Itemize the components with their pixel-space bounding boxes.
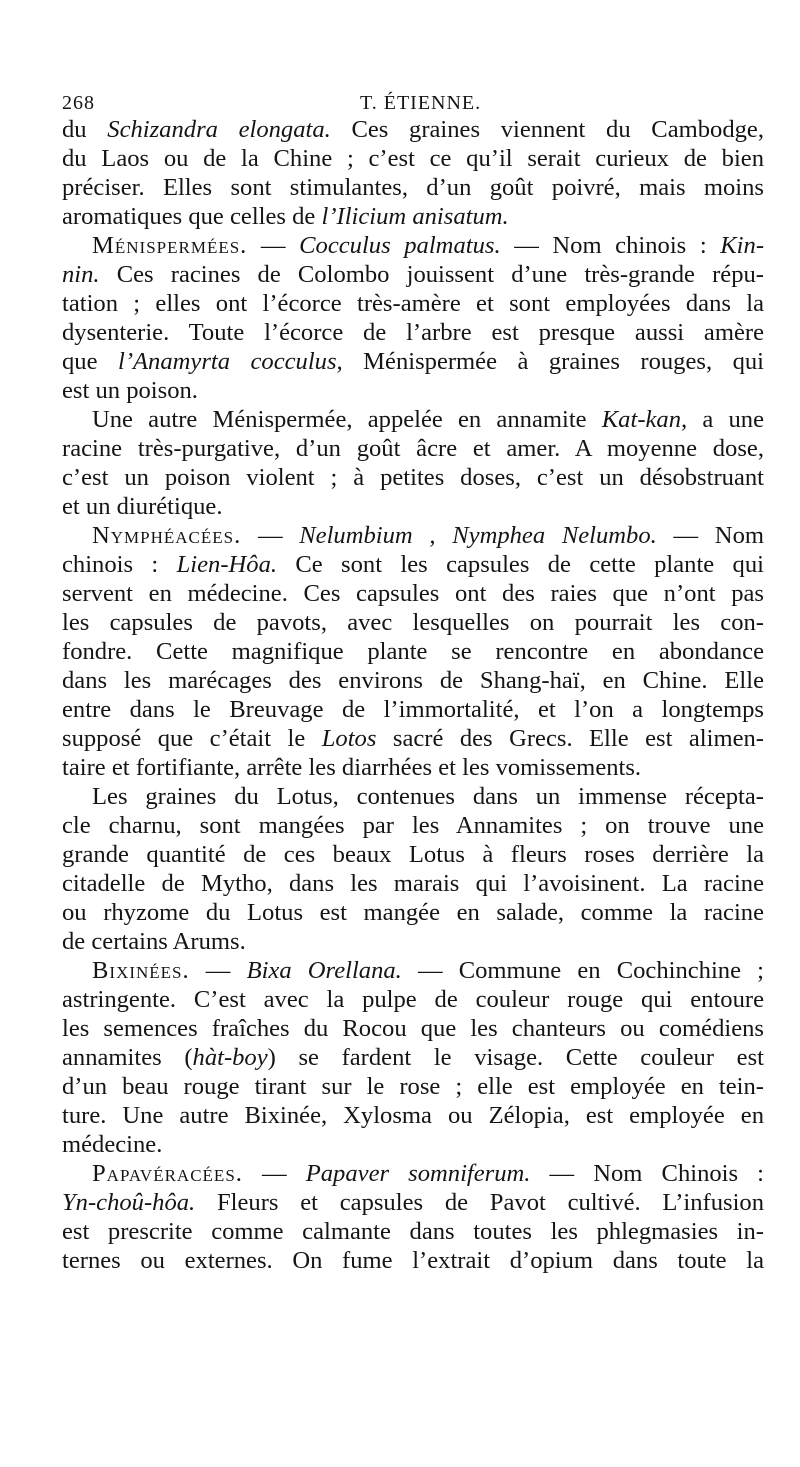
- text-run: de certains Arums.: [62, 928, 246, 955]
- text-line: [62, 811, 764, 840]
- text-line: [62, 144, 764, 173]
- italic-text: Papaver somniferum.: [305, 1160, 531, 1187]
- text-run: entre dans le Breuvage de l’immortalité, et l’on a longtemps: [62, 696, 764, 723]
- text-line: [62, 318, 764, 347]
- italic-text: Lien-Hôa.: [176, 551, 278, 578]
- text-run: — Commune en Cochinchine ;: [401, 957, 765, 984]
- text-run: grande quantité de ces beaux Lotus à fleurs roses derrière la: [62, 841, 764, 868]
- text-line: [62, 608, 764, 637]
- text-run: Ces graines viennent du Cambodge,: [330, 116, 764, 143]
- text-run: ternes ou externes. On fume l’extrait d’opium dans toute la: [62, 1247, 764, 1274]
- italic-text: l’Anamyrta cocculus,: [118, 348, 343, 375]
- text-run: supposé que c’était le: [62, 725, 322, 752]
- text-run: — Nom Chinois :: [530, 1160, 765, 1187]
- text-run: les semences fraîches du Rocou que les chanteurs ou comédiens: [62, 1015, 764, 1042]
- italic-text: Kin-: [720, 232, 765, 259]
- text-run: et un diurétique.: [62, 493, 223, 520]
- text-line: [62, 1188, 764, 1217]
- text-run: — Nom chinois :: [500, 232, 721, 259]
- text-line: [62, 1159, 764, 1188]
- text-line: [62, 869, 764, 898]
- text-line: [62, 724, 764, 753]
- text-line: [62, 376, 764, 405]
- text-run: — Nom: [656, 522, 764, 549]
- italic-text: Schizandra elongata.: [107, 116, 331, 143]
- text-line: [62, 1072, 764, 1101]
- text-line: [62, 1130, 764, 1159]
- text-run: —: [247, 232, 300, 259]
- running-title: T. ÉTIENNE.: [360, 92, 482, 114]
- text-run: citadelle de Mytho, dans les marais qui l’avoisinent. La racine: [62, 870, 764, 897]
- text-run: astringente. C’est avec la pulpe de couleur rouge qui entoure: [62, 986, 764, 1013]
- text-run: aromatiques que celles de: [62, 203, 322, 230]
- text-run: Fleurs et capsules de Pavot cultivé. L’infusion: [195, 1189, 764, 1216]
- italic-text: Bixa Orellana.: [246, 957, 402, 984]
- text-line: [62, 782, 764, 811]
- text-line: [62, 1217, 764, 1246]
- text-run: du: [62, 116, 108, 143]
- text-run: sacré des Grecs. Elle est alimen-: [376, 725, 764, 752]
- body-text: [62, 115, 764, 1275]
- text-run: servent en médecine. Ces capsules ont des raies que n’ont pas: [62, 580, 764, 607]
- text-run: les capsules de pavots, avec lesquelles on pourrait les con-: [62, 609, 764, 636]
- text-line: [62, 434, 764, 463]
- text-run: Ces racines de Colombo jouissent d’une très-grande répu-: [99, 261, 764, 288]
- text-run: d’un beau rouge tirant sur le rose ; elle est employée en tein-: [62, 1073, 764, 1100]
- text-line: [62, 115, 764, 144]
- section-heading: Ménispermées.: [92, 232, 248, 259]
- text-line: [62, 1043, 764, 1072]
- text-line: [62, 898, 764, 927]
- section-heading: Papavéracées.: [92, 1160, 243, 1187]
- text-line: [62, 202, 764, 231]
- text-line: [62, 985, 764, 1014]
- text-run: tation ; elles ont l’écorce très-amère et sont employées dans la: [62, 290, 764, 317]
- italic-text: hàt-boy: [192, 1044, 268, 1071]
- text-run: Les graines du Lotus, contenues dans un immense récepta-: [92, 783, 764, 810]
- text-run: taire et fortifiante, arrête les diarrhées et les vomissements.: [62, 754, 642, 781]
- italic-text: nin.: [62, 261, 100, 288]
- text-line: [62, 666, 764, 695]
- text-run: chinois :: [62, 551, 177, 578]
- text-run: a une: [687, 406, 764, 433]
- text-line: [62, 956, 764, 985]
- text-run: Une autre Ménispermée, appelée en annamite: [92, 406, 602, 433]
- text-run: —: [189, 957, 247, 984]
- text-run: médecine.: [62, 1131, 163, 1158]
- text-line: [62, 637, 764, 666]
- section-heading: Bixinées.: [92, 957, 190, 984]
- text-line: [62, 579, 764, 608]
- text-run: fondre. Cette magnifique plante se rencontre en abondance: [62, 638, 764, 665]
- text-line: [62, 1101, 764, 1130]
- text-run: dans les marécages des environs de Shang-haï, en Chine. Elle: [62, 667, 764, 694]
- text-line: [62, 550, 764, 579]
- text-run: —: [241, 522, 300, 549]
- section-heading: Nymphéacées.: [92, 522, 242, 549]
- text-line: [62, 260, 764, 289]
- text-line: [62, 492, 764, 521]
- text-line: [62, 231, 764, 260]
- text-run: ) se fardent le visage. Cette couleur est: [267, 1044, 764, 1071]
- text-run: —: [242, 1160, 306, 1187]
- text-line: [62, 753, 764, 782]
- text-run: est un poison.: [62, 377, 198, 404]
- text-run: préciser. Elles sont stimulantes, d’un goût poivré, mais moins: [62, 174, 764, 201]
- text-line: [62, 463, 764, 492]
- italic-text: Lotos: [321, 725, 377, 752]
- text-line: [62, 927, 764, 956]
- text-run: du Laos ou de la Chine ; c’est ce qu’il serait curieux de bien: [62, 145, 764, 172]
- italic-text: Yn-choû-hôa.: [62, 1189, 196, 1216]
- text-line: [62, 173, 764, 202]
- text-line: [62, 840, 764, 869]
- text-run: racine très-purgative, d’un goût âcre et amer. A moyenne dose,: [62, 435, 764, 462]
- text-line: [62, 1014, 764, 1043]
- text-run: est prescrite comme calmante dans toutes les phlegmasies in-: [62, 1218, 764, 1245]
- text-run: ture. Une autre Bixinée, Xylosma ou Zélopia, est employée en: [62, 1102, 764, 1129]
- page-number: 268: [62, 92, 95, 114]
- text-run: Ce sont les capsules de cette plante qui: [277, 551, 764, 578]
- text-run: que: [62, 348, 118, 375]
- text-line: [62, 1246, 764, 1275]
- text-line: [62, 521, 764, 550]
- text-run: dysenterie. Toute l’écorce de l’arbre est presque aussi amère: [62, 319, 764, 346]
- text-run: cle charnu, sont mangées par les Annamites ; on trouve une: [62, 812, 764, 839]
- text-line: [62, 289, 764, 318]
- italic-text: Cocculus palmatus.: [299, 232, 501, 259]
- text-run: ou rhyzome du Lotus est mangée en salade, comme la racine: [62, 899, 764, 926]
- text-run: Ménispermée à graines rouges, qui: [342, 348, 764, 375]
- text-line: [62, 695, 764, 724]
- text-run: annamites (: [62, 1044, 193, 1071]
- italic-text: l’Ilicium anisatum.: [321, 203, 509, 230]
- text-run: c’est un poison violent ; à petites doses, c’est un désobstruant: [62, 464, 764, 491]
- text-line: [62, 347, 764, 376]
- text-line: [62, 405, 764, 434]
- italic-text: Kat-kan,: [601, 406, 688, 433]
- italic-text: Nelumbium , Nymphea Nelumbo.: [299, 522, 657, 549]
